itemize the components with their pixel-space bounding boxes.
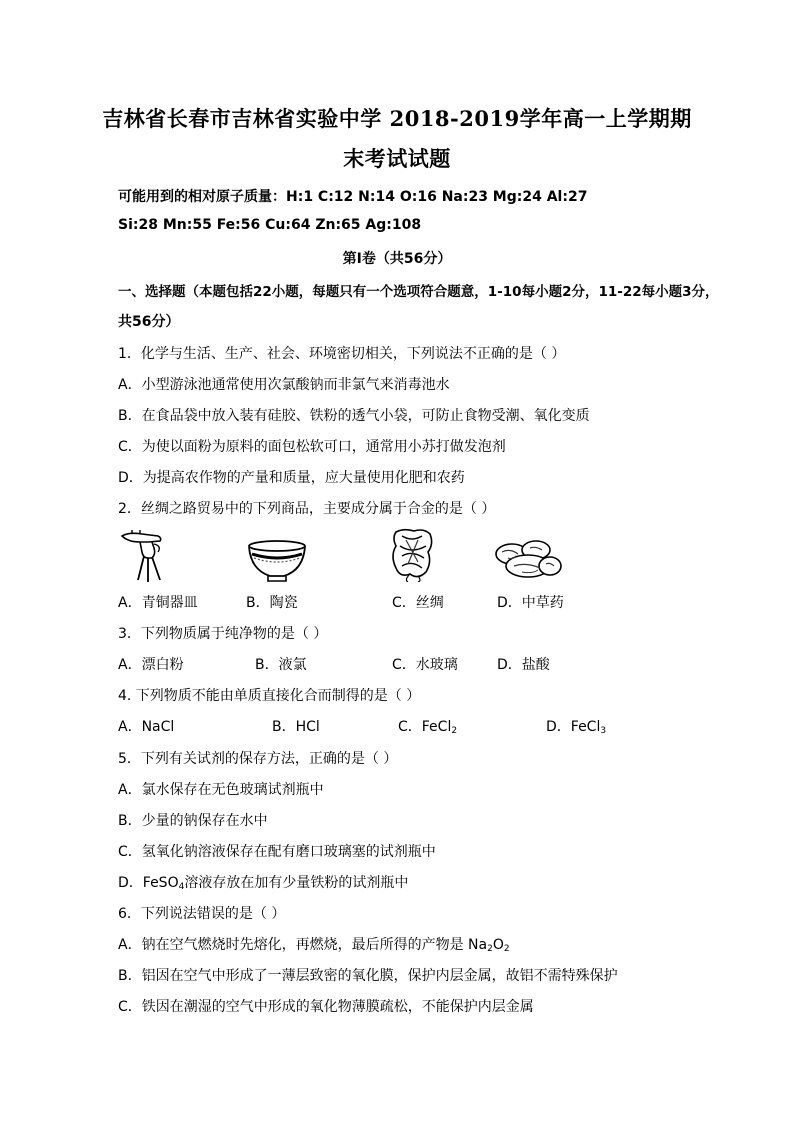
atomic-masses-line1: 可能用到的相对原子质量：H:1 C:12 N:14 O:16 Na:23 Mg:24 Al:27	[118, 189, 588, 205]
q3-option-d: D．盐酸	[497, 657, 550, 673]
q6-option-b: B．铝因在空气中形成了一薄层致密的氧化膜，保护内层金属，故铝不需特殊保护	[118, 968, 618, 984]
q2-option-a: A．青铜器皿	[118, 595, 198, 611]
bronze-vessel-image	[118, 530, 166, 585]
section-heading-line2: 共56分）	[118, 314, 180, 330]
atomic-masses-line2: Si:28 Mn:55 Fe:56 Cu:64 Zn:65 Ag:108	[118, 217, 422, 233]
ceramic-bowl-image	[246, 540, 308, 584]
q5-stem: 5．下列有关试剂的保存方法，正确的是（ ）	[118, 751, 398, 767]
q5-option-c: C．氢氧化钠溶液保存在配有磨口玻璃塞的试剂瓶中	[118, 844, 436, 860]
q4-option-c: C．FeCl$_2$	[398, 719, 458, 736]
herbal-medicine-image	[492, 536, 564, 582]
section-heading-line1: 一、选择题（本题包括22小题，每题只有一个选项符合题意，1-10每小题2分，11-22每小题3分，	[118, 284, 719, 300]
q5-option-a: A．氯水保存在无色玻璃试剂瓶中	[118, 782, 324, 798]
q2-stem: 2．丝绸之路贸易中的下列商品，主要成分属于合金的是（ ）	[118, 501, 496, 517]
q1-option-d: D．为提高农作物的产量和质量，应大量使用化肥和农药	[118, 470, 465, 486]
q3-stem: 3．下列物质属于纯净物的是（ ）	[118, 626, 328, 642]
q1-option-c: C．为使以面粉为原料的面包松软可口，通常用小苏打做发泡剂	[118, 439, 506, 455]
q3-option-c: C．水玻璃	[392, 657, 458, 673]
q6-option-a: A．钠在空气燃烧时先熔化，再燃烧，最后所得的产物是 $Na_2O_2$	[118, 937, 510, 954]
q3-option-a: A．漂白粉	[118, 657, 184, 673]
part-heading: 第Ⅰ卷（共56分）	[342, 251, 452, 267]
q3-option-b: B．液氯	[255, 657, 307, 673]
q2-option-d: D．中草药	[497, 595, 564, 611]
q5-option-b: B．少量的钠保存在水中	[118, 813, 268, 829]
q4-option-b: B．HCl	[272, 719, 320, 735]
silk-image	[388, 526, 438, 582]
q4-option-a: A．NaCl	[118, 719, 175, 735]
q4-stem: 4. 下列物质不能由单质直接化合而制得的是（ ）	[118, 688, 421, 704]
exam-title-line1: 吉林省长春市吉林省实验中学 2018-2019学年高一上学期期	[102, 106, 692, 131]
q2-option-b: B．陶瓷	[246, 595, 298, 611]
q4-option-d: D．FeCl$_3$	[546, 719, 607, 736]
exam-title-line2: 末考试试题	[343, 146, 451, 171]
q6-option-c: C．铁因在潮湿的空气中形成的氧化物薄膜疏松，不能保护内层金属	[118, 999, 534, 1015]
q6-stem: 6．下列说法错误的是（ ）	[118, 906, 286, 922]
q1-stem: 1．化学与生活、生产、社会、环境密切相关，下列说法不正确的是（ ）	[118, 346, 566, 362]
q5-option-d: D．FeSO$_4$溶液存放在加有少量铁粉的试剂瓶中	[118, 875, 409, 892]
q2-option-c: C．丝绸	[392, 595, 444, 611]
q1-option-a: A．小型游泳池通常使用次氯酸钠而非氯气来消毒池水	[118, 377, 450, 393]
q1-option-b: B．在食品袋中放入装有硅胶、铁粉的透气小袋，可防止食物受潮、氧化变质	[118, 408, 590, 424]
